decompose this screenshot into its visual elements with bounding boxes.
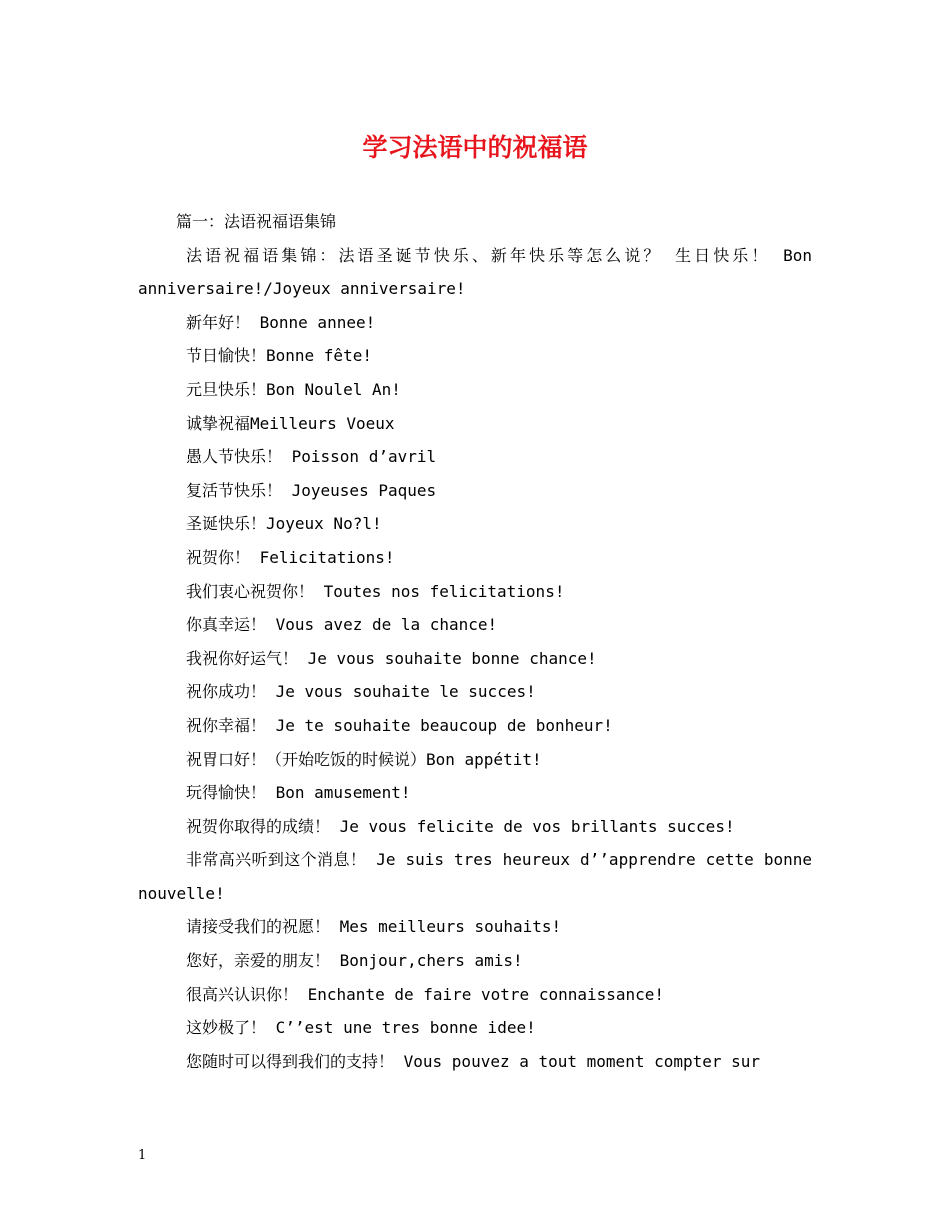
paragraph: 复活节快乐！ Joyeuses Paques [186,480,437,500]
paragraph: 非常高兴听到这个消息！ Je suis tres heureux d’’apprendre cette bonne nouvelle! [138,850,812,903]
paragraph: 圣诞快乐！Joyeux No?l! [186,514,382,534]
paragraph: 您好，亲爱的朋友！ Bonjour,chers amis! [186,951,523,971]
paragraph: 祝贺你取得的成绩！ Je vous felicite de vos brillants succes! [186,816,735,836]
document-title: 学习法语中的祝福语 [362,133,588,162]
paragraph: 节日愉快！Bonne fête! [186,346,372,366]
paragraph: 这妙极了！ C’’est une tres bonne idee! [186,1018,536,1038]
paragraph: 祝贺你！ Felicitations! [186,547,395,567]
paragraph: 祝你成功！ Je vous souhaite le succes! [186,682,536,702]
paragraph: 愚人节快乐！ Poisson d’avril [186,447,437,467]
paragraph: 您随时可以得到我们的支持！ Vous pouvez a tout moment compter sur [186,1051,761,1071]
paragraph: 元旦快乐！Bon Noulel An! [186,379,401,399]
paragraph: 诚挚祝福Meilleurs Voeux [186,413,395,433]
paragraph: 祝胃口好！（开始吃饭的时候说）Bon appétit! [186,749,542,769]
paragraph: 很高兴认识你！ Enchante de faire votre connaissance! [186,984,665,1004]
paragraph: 我祝你好运气！ Je vous souhaite bonne chance! [186,648,597,668]
paragraph: 我们衷心祝贺你！ Toutes nos felicitations! [186,581,565,601]
paragraph: 你真幸运！ Vous avez de la chance! [186,615,498,635]
paragraph: 新年好！ Bonne annee! [186,312,376,332]
paragraph: 法语祝福语集锦：法语圣诞节快乐、新年快乐等怎么说？ 生日快乐！ Bon anniversaire!/Joyeux anniversaire! [138,245,812,299]
paragraph: 玩得愉快！ Bon amusement! [186,783,411,803]
section-heading: 篇一：法语祝福语集锦 [176,212,337,231]
page-number: 1 [138,1148,147,1163]
paragraph: 请接受我们的祝愿！ Mes meilleurs souhaits! [186,917,562,937]
document-body [138,205,812,1078]
paragraph: 祝你幸福！ Je te souhaite beaucoup de bonheur! [186,715,613,735]
